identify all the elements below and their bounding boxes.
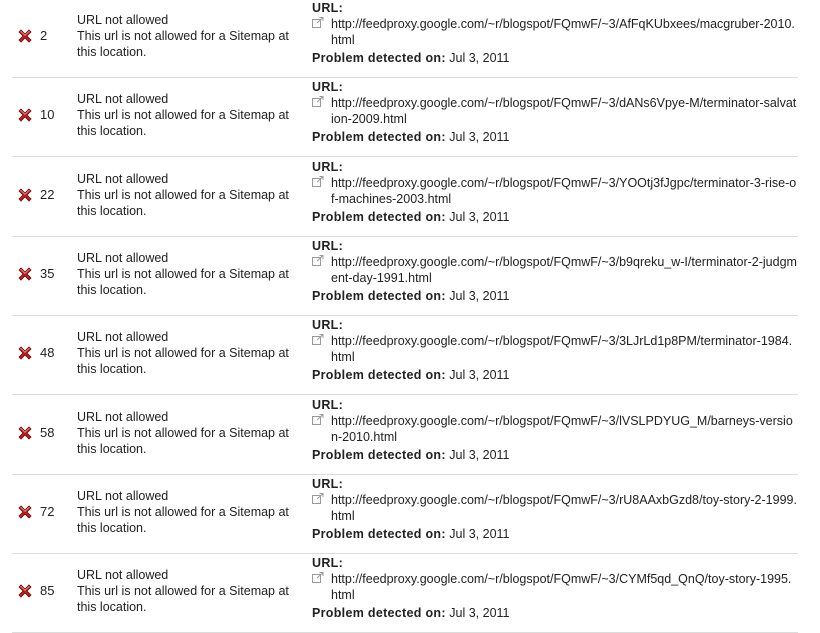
- problem-label: Problem detected on:: [312, 130, 446, 145]
- url-link[interactable]: http://feedproxy.google.com/~r/blogspot/FQmwF/~3/YOOtj3fJgpc/terminator-3-rise-of-machines-2003.html: [331, 175, 797, 206]
- url-link-row[interactable]: [312, 571, 798, 603]
- url-link[interactable]: http://feedproxy.google.com/~r/blogspot/FQmwF/~3/AfFqKUbxees/macgruber-2010.html: [331, 17, 795, 47]
- problem-label: Problem detected on:: [312, 606, 446, 621]
- url-link-row[interactable]: [312, 254, 798, 286]
- url-link[interactable]: http://feedproxy.google.com/~r/blogspot/FQmwF/~3/3LJrLd1p8PM/terminator-1984.html: [331, 334, 793, 365]
- external-link-icon[interactable]: [312, 493, 324, 504]
- error-x-icon: [16, 503, 34, 521]
- line-number: 85: [40, 583, 55, 599]
- url-link[interactable]: http://feedproxy.google.com/~r/blogspot/FQmwF/~3/rU8AAxbGzd8/toy-story-2-1999.html: [331, 492, 797, 523]
- error-x-icon: [16, 186, 34, 204]
- issue-cell: [77, 250, 305, 298]
- issue-cell: [77, 12, 305, 60]
- issue-description: This url is not allowed for a Sitemap at this location.: [77, 584, 289, 615]
- error-x-icon: [16, 27, 34, 45]
- error-x-icon: [16, 106, 34, 124]
- line-number: 2: [40, 28, 48, 43]
- url-label: URL:: [312, 1, 344, 15]
- table-row: [12, 236, 798, 316]
- external-link-icon[interactable]: [312, 572, 324, 583]
- problem-label: Problem detected on:: [312, 368, 446, 383]
- problem-label: Problem detected on:: [312, 447, 446, 462]
- problem-date: Jul 3, 2011: [449, 606, 510, 621]
- external-link-icon[interactable]: [312, 96, 324, 107]
- issue-cell: [77, 329, 305, 377]
- issue-title: URL not allowed: [77, 488, 169, 503]
- details-cell: [312, 0, 798, 66]
- issue-cell: [77, 409, 305, 457]
- problem-label: Problem detected on:: [312, 288, 446, 303]
- problem-detected: [312, 447, 798, 463]
- table-row: [12, 474, 798, 554]
- problem-date: Jul 3, 2011: [449, 526, 510, 541]
- url-label: URL:: [312, 397, 344, 412]
- problem-date: Jul 3, 2011: [449, 51, 510, 65]
- table-row: [12, 395, 798, 475]
- problem-detected: [312, 367, 798, 383]
- external-link-icon[interactable]: [312, 176, 324, 187]
- url-label: URL:: [312, 238, 344, 253]
- url-link[interactable]: http://feedproxy.google.com/~r/blogspot/FQmwF/~3/dANs6Vpye-M/terminator-salvation-2009.html: [331, 96, 797, 127]
- issue-description: This url is not allowed for a Sitemap at this location.: [77, 29, 289, 59]
- line-number: 22: [40, 186, 55, 202]
- problem-label: Problem detected on:: [312, 209, 446, 224]
- table-row: [12, 0, 798, 78]
- issue-cell: [77, 567, 305, 615]
- issue-title: URL not allowed: [77, 409, 169, 424]
- problem-date: Jul 3, 2011: [449, 130, 510, 145]
- details-cell: [312, 555, 798, 621]
- problem-detected: [312, 209, 798, 225]
- details-cell: [312, 397, 798, 463]
- line-number: 35: [40, 265, 55, 281]
- issue-cell: [77, 171, 305, 219]
- url-label: URL:: [312, 80, 344, 95]
- details-cell: [312, 317, 798, 383]
- issue-description: This url is not allowed for a Sitemap at this location.: [77, 346, 289, 377]
- issue-description: This url is not allowed for a Sitemap at this location.: [77, 425, 289, 456]
- issue-title: URL not allowed: [77, 250, 169, 265]
- external-link-icon[interactable]: [312, 255, 324, 266]
- url-link-row[interactable]: [312, 175, 798, 207]
- url-link[interactable]: http://feedproxy.google.com/~r/blogspot/FQmwF/~3/CYMf5qd_QnQ/toy-story-1995.html: [331, 572, 792, 603]
- issue-description: This url is not allowed for a Sitemap at this location.: [77, 504, 289, 535]
- details-cell: [312, 159, 798, 225]
- url-label: URL:: [312, 476, 344, 491]
- error-x-icon: [16, 265, 34, 283]
- line-number: 72: [40, 503, 55, 519]
- issue-title: URL not allowed: [77, 171, 169, 186]
- url-link-row[interactable]: [312, 333, 798, 365]
- error-x-icon: [16, 344, 34, 362]
- url-link-row[interactable]: [312, 16, 798, 48]
- problem-label: Problem detected on:: [312, 526, 446, 541]
- problem-detected: [312, 129, 798, 145]
- issue-title: URL not allowed: [77, 92, 169, 107]
- url-label: URL:: [312, 556, 344, 571]
- line-number: 10: [40, 107, 55, 123]
- line-number: 48: [40, 345, 55, 361]
- line-number: 58: [40, 424, 55, 440]
- problem-label: Problem detected on:: [312, 51, 446, 65]
- issue-cell: [77, 91, 305, 139]
- url-link-row[interactable]: [312, 413, 798, 445]
- problem-detected: [312, 605, 798, 621]
- problem-date: Jul 3, 2011: [449, 447, 510, 462]
- table-row: [12, 157, 798, 237]
- problem-detected: [312, 50, 798, 66]
- issue-title: URL not allowed: [77, 13, 169, 27]
- issue-title: URL not allowed: [77, 330, 169, 345]
- issue-cell: [77, 488, 305, 536]
- url-label: URL:: [312, 318, 344, 333]
- url-link[interactable]: http://feedproxy.google.com/~r/blogspot/FQmwF/~3/b9qreku_w-I/terminator-2-judgment-day-1991.html: [331, 254, 797, 285]
- url-link[interactable]: http://feedproxy.google.com/~r/blogspot/FQmwF/~3/lVSLPDYUG_M/barneys-version-2010.html: [331, 413, 793, 444]
- issue-description: This url is not allowed for a Sitemap at this location.: [77, 187, 289, 218]
- external-link-icon[interactable]: [312, 334, 324, 345]
- error-x-icon: [16, 582, 34, 600]
- issue-description: This url is not allowed for a Sitemap at this location.: [77, 108, 289, 139]
- details-cell: [312, 79, 798, 145]
- url-link-row[interactable]: [312, 492, 798, 524]
- error-x-icon: [16, 424, 34, 442]
- table-row: [12, 77, 798, 157]
- url-label: URL:: [312, 159, 344, 174]
- details-cell: [312, 476, 798, 542]
- issue-description: This url is not allowed for a Sitemap at this location.: [77, 266, 289, 297]
- details-cell: [312, 238, 798, 304]
- problem-detected: [312, 526, 798, 542]
- problem-detected: [312, 288, 798, 304]
- external-link-icon[interactable]: [312, 17, 324, 28]
- problem-date: Jul 3, 2011: [449, 209, 510, 224]
- url-link-row[interactable]: [312, 95, 798, 127]
- problem-date: Jul 3, 2011: [449, 368, 510, 383]
- problem-date: Jul 3, 2011: [449, 288, 510, 303]
- issue-title: URL not allowed: [77, 568, 169, 583]
- table-row: [12, 553, 798, 633]
- external-link-icon[interactable]: [312, 414, 324, 425]
- table-row: [12, 315, 798, 395]
